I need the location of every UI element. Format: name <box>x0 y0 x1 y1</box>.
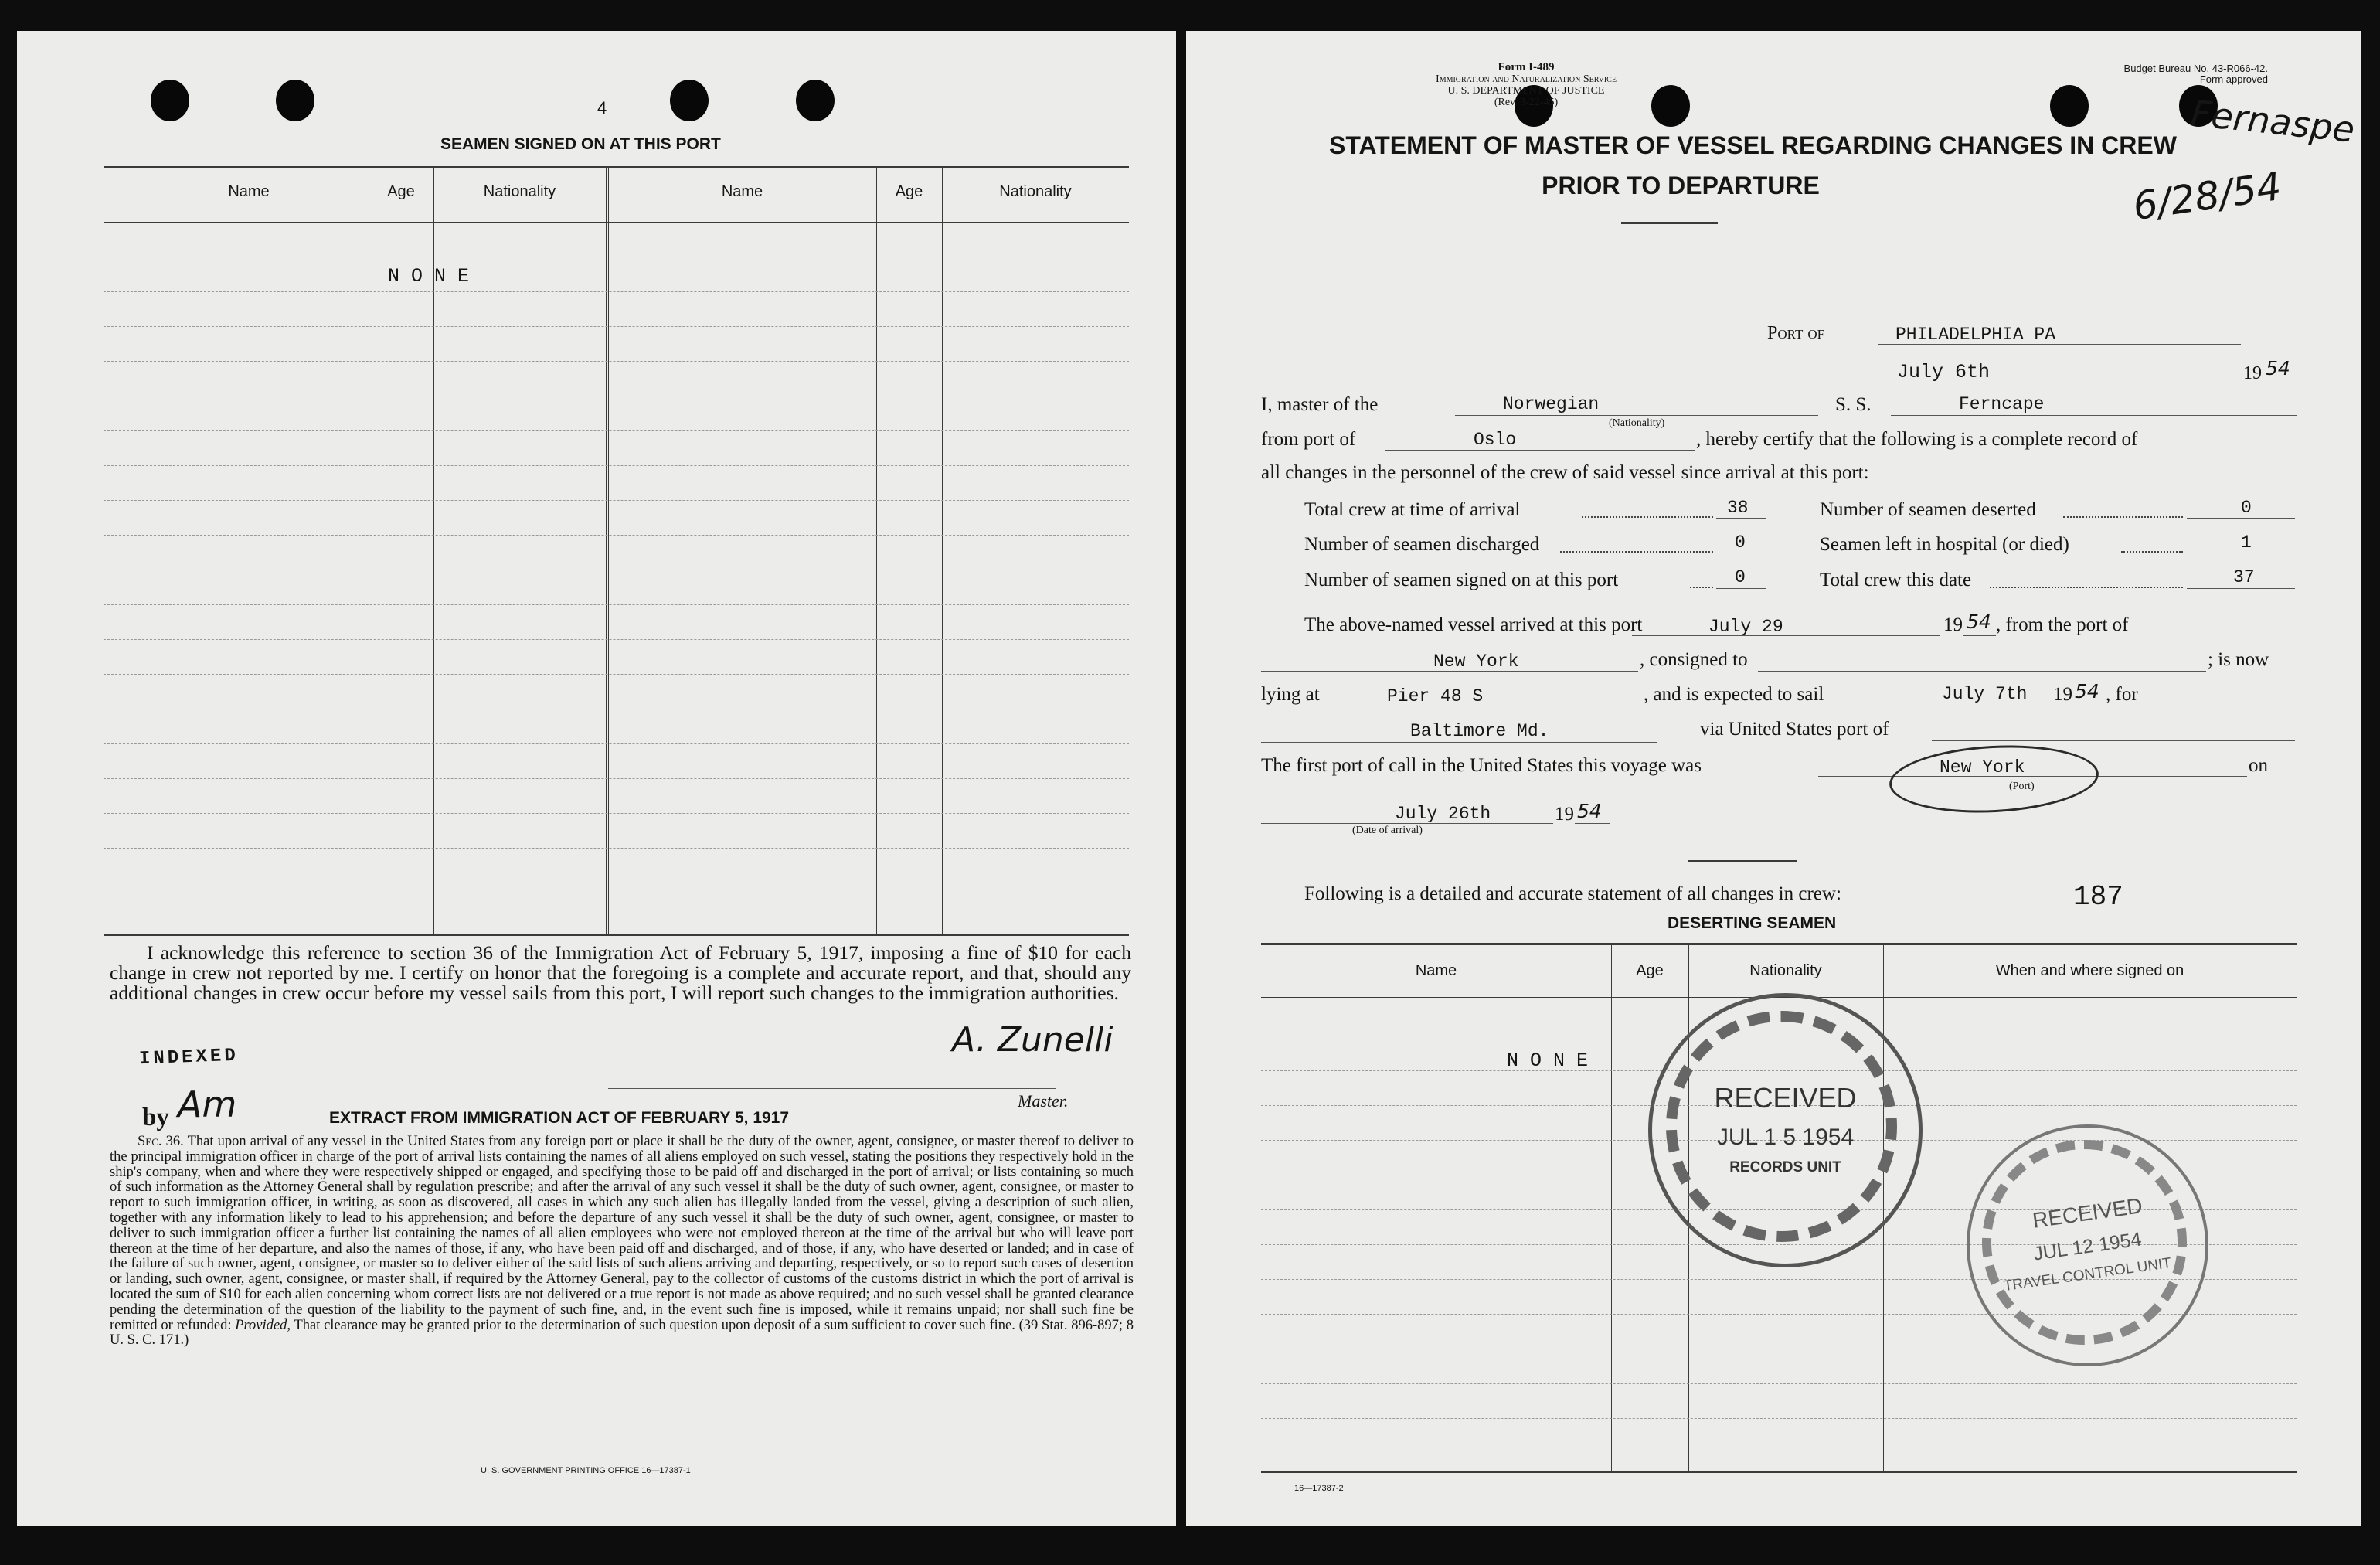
punch-hole <box>151 80 189 121</box>
expected-label: , and is expected to sail <box>1644 684 1824 705</box>
extract-section: Sec. 36. <box>138 1134 184 1149</box>
port-of-label: Port of <box>1767 323 1825 343</box>
port-of-value: PHILADELPHIA PA <box>1896 325 2056 345</box>
total-crew-date-label: Total crew this date <box>1820 570 1972 590</box>
column-header: Nationality <box>483 183 556 200</box>
punch-hole <box>2050 85 2089 127</box>
department-name: U. S. DEPARTMENT OF JUSTICE <box>1447 85 1605 97</box>
all-changes-text: all changes in the personnel of the crew of said vessel since arrival at this port: <box>1261 462 1869 483</box>
deserted-value: 0 <box>2241 498 2252 518</box>
ss-label: S. S. <box>1835 394 1872 415</box>
punch-hole <box>796 80 835 121</box>
hospital-label: Seamen left in hospital (or died) <box>1820 534 2069 555</box>
handwritten-date: 6/28/54 <box>2130 163 2284 230</box>
signed-on-value: 0 <box>1735 567 1746 587</box>
agency-name: Immigration and Naturalization Service <box>1436 73 1617 85</box>
column-header: Nationality <box>1749 962 1822 979</box>
column-header: Age <box>1636 962 1664 979</box>
revision-date: (Rev. 3-22-45) <box>1494 97 1559 108</box>
acknowledgement-text: I acknowledge this reference to section 36 of the Immigration Act of February 5, 1917, imposing a fine of $10 for each change in crew not reported by me. I certify on honor that the foregoing is a complete and accurate report, and that, should any additional changes in crew occur before my vessel sails from this port, I will report such changes to the immigration authorities. <box>110 941 1131 1004</box>
sail-year: 54 <box>2075 680 2100 703</box>
master-signature: A. Zunelli <box>952 1020 1114 1060</box>
stamp1-date: JUL 1 5 1954 <box>1716 1124 1855 1150</box>
page-number: 4 <box>597 98 607 117</box>
column-header: Age <box>387 183 415 200</box>
via-port-label: via United States port of <box>1700 719 1889 740</box>
total-crew-arrival-label: Total crew at time of arrival <box>1304 499 1521 520</box>
punch-hole <box>276 80 314 121</box>
report-date: July 6th <box>1897 361 1991 383</box>
nationality-caption: (Nationality) <box>1609 417 1665 429</box>
left-page <box>17 31 1176 1526</box>
consigned-to-label: , consigned to <box>1640 649 1748 670</box>
from-port-label: from port of <box>1261 429 1356 450</box>
master-of-label: I, master of the <box>1261 394 1379 415</box>
handwritten-vessel: Fernaspe <box>2188 92 2357 151</box>
lying-at-label: lying at <box>1261 684 1320 705</box>
form-title-2: PRIOR TO DEPARTURE <box>1542 172 1820 199</box>
discharged-value: 0 <box>1735 532 1746 553</box>
sail-date: July 7th <box>1942 684 2028 704</box>
hospital-value: 1 <box>2241 532 2252 553</box>
discharged-label: Number of seamen discharged <box>1304 534 1540 555</box>
budget-bureau: Budget Bureau No. 43-R066-42. <box>2123 63 2268 74</box>
certify-text: , hereby certify that the following is a complete record of <box>1696 429 2138 450</box>
punch-hole <box>670 80 709 121</box>
year-prefix: 19 <box>2243 363 2262 383</box>
column-header: Name <box>228 183 270 200</box>
arrived-date: July 29 <box>1708 617 1783 637</box>
from-port-value: Oslo <box>1474 430 1517 450</box>
total-crew-arrival-value: 38 <box>1727 498 1749 518</box>
following-text: Following is a detailed and accurate statement of all changes in crew: <box>1304 883 1841 904</box>
report-year: 54 <box>2266 357 2290 379</box>
column-header: Nationality <box>999 183 1072 200</box>
signed-on-label: Number of seamen signed on at this port <box>1304 570 1619 590</box>
extract-title: EXTRACT FROM IMMIGRATION ACT OF FEBRUARY 5, 1917 <box>329 1109 790 1127</box>
deserting-title: DESERTING SEAMEN <box>1668 914 1837 932</box>
none-entry: N O N E <box>1507 1050 1589 1072</box>
section-title: SEAMEN SIGNED ON AT THIS PORT <box>440 135 721 153</box>
stamp1-received: RECEIVED <box>1714 1082 1857 1114</box>
stamp2-unit: TRAVEL CONTROL UNIT <box>2002 1254 2173 1295</box>
form-number: Form I-489 <box>1498 61 1555 73</box>
destination: Baltimore Md. <box>1410 721 1549 741</box>
lying-at-value: Pier 48 S <box>1387 686 1484 706</box>
first-port-value: New York <box>1940 757 2025 777</box>
column-header: Name <box>1415 962 1457 979</box>
received-stamp-records <box>1648 993 1923 1267</box>
arrival-year: 54 <box>1577 800 1602 822</box>
stamp1-unit: RECORDS UNIT <box>1729 1159 1841 1175</box>
form-approved: Form approved <box>2199 73 2268 85</box>
port-caption: (Port) <box>2009 781 2035 792</box>
extract-body: That upon arrival of any vessel in the United States from any foreign port or place it shall be the duty of the owner, agent, consignee, or master thereof to deliver to the principal immigration officer in charge of the port of arrival lists containing the names of all aliens employed on such vessel, stating the positions they respectively hold in the ship's company, when and where they were respectively shipped or engaged, and specifying those to be paid off and discharged in the port of arrival; or lists containing so much of such information as the Attorney General shall by regulation prescribe; and after the arrival of any such vessel it shall be the duty of such owner, agent, consignee, or master to report to such immigration officer, in writing, as soon as discovered, all cases in which any such alien has illegally landed from the vessel, giving a description of such alien, together with any information likely to lead to his apprehension; and before the departure of any such vessel it shall be the duty of such owner, agent, consignee, or master to deliver to such immigration officer a further list containing the names of all alien employees who were not employed thereon at the time of the arrival but who will leave port thereon at the time of her departure, and also the names of those, if any, who have been paid off and discharged, and of those, if any, who have deserted or landed; and in case of the failure of such owner, agent, consignee, or master so to deliver either of the said lists of such aliens arriving and departing, respectively, or so to report such cases of desertion or landing, such owner, agent, consignee, or master shall, if required by the Attorney General, pay to the collector of customs of the customs district in which the port of arrival is located the sum of $10 for each alien concerning whom correct lists are not delivered or a true report is not made as above required; and no such vessel shall be granted clearance pending the determination of the question of the liability to the payment of such fine, and, in the event such fine is imposed, while it remains unpaid; nor shall such fine be remitted or refunded: <box>110 1134 1134 1333</box>
total-crew-date-value: 37 <box>2233 567 2255 587</box>
indexed-stamp: INDEXED <box>138 1045 240 1070</box>
indexed-initials: Am <box>178 1084 237 1125</box>
deserted-label: Number of seamen deserted <box>1820 499 2036 520</box>
column-header: Age <box>895 183 923 200</box>
vessel-nationality: Norwegian <box>1503 394 1600 414</box>
arrived-year-prefix: 19 <box>1943 614 1963 635</box>
form-title-1: STATEMENT OF MASTER OF VESSEL REGARDING CHANGES IN CREW <box>1329 131 2177 159</box>
column-header: Name <box>721 183 763 200</box>
budget-bureau-block <box>2052 63 2268 85</box>
is-now-label: ; is now <box>2208 649 2270 670</box>
printer-line: U. S. GOVERNMENT PRINTING OFFICE 16—17387-1 <box>481 1466 691 1475</box>
sail-year-prefix: 19 <box>2053 684 2072 705</box>
handwritten-circle <box>1888 740 2100 818</box>
footer-code: 16—17387-2 <box>1294 1484 1344 1493</box>
indexed-by: by <box>142 1104 169 1131</box>
case-number: 187 <box>2073 881 2123 913</box>
on-label: on <box>2249 755 2268 776</box>
arrived-from: New York <box>1433 652 1519 672</box>
extract-tail: That clearance may be granted prior to the determination of such question upon deposit of a sum sufficient to cover such fine. (39 Stat. 896-897; 8 U. S. C. 171.) <box>110 1317 1134 1349</box>
column-header: When and where signed on <box>1995 962 2184 979</box>
arrival-date-value: July 26th <box>1395 804 1491 824</box>
from-the-port-label: , from the port of <box>1996 614 2129 635</box>
received-stamp-travel <box>1967 1124 2208 1366</box>
form-header <box>1352 62 1700 108</box>
arrived-year: 54 <box>1967 611 1991 633</box>
date-arrival-caption: (Date of arrival) <box>1352 825 1423 836</box>
for-label: , for <box>2106 684 2138 705</box>
vessel-name: Ferncape <box>1959 394 2045 414</box>
stamp2-received: RECEIVED <box>2031 1193 2144 1233</box>
master-label: Master. <box>1018 1091 1069 1111</box>
arrival-year-prefix: 19 <box>1555 804 1574 825</box>
none-entry: N O N E <box>388 265 470 287</box>
extract-text <box>110 1135 1134 1349</box>
arrived-label: The above-named vessel arrived at this port <box>1304 614 1643 635</box>
extract-provided: Provided, <box>235 1317 291 1333</box>
first-port-label: The first port of call in the United States this voyage was <box>1261 755 1702 776</box>
right-page <box>1186 31 2361 1526</box>
stamp2-date: JUL 12 1954 <box>2032 1228 2144 1265</box>
